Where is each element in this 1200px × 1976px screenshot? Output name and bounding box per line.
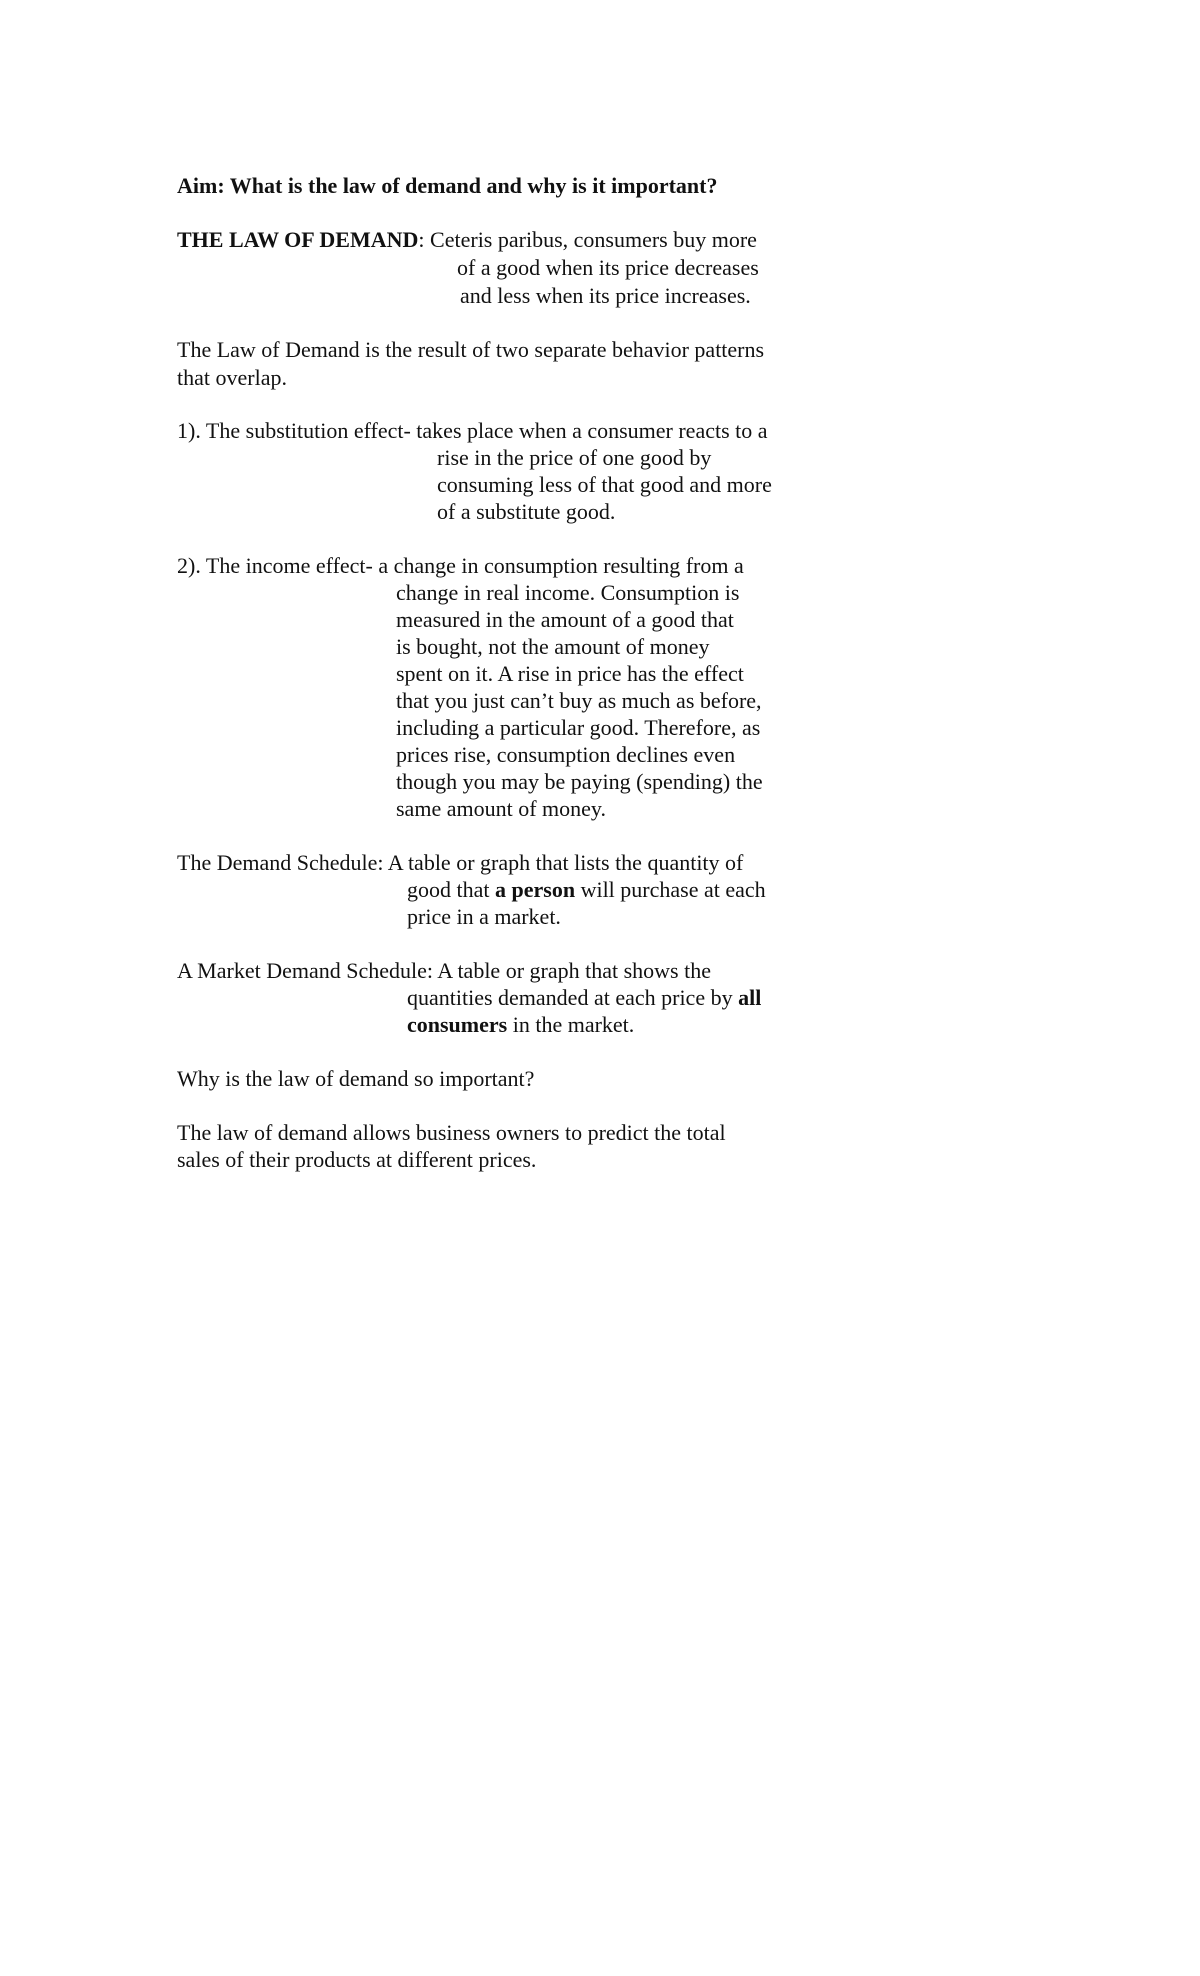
- law-of-demand-colon: :: [418, 227, 425, 252]
- market-schedule-emphasis-consumers: consumers: [407, 1012, 508, 1037]
- income-line-1: 2). The income effect- a change in consumption resulting from a: [177, 553, 744, 578]
- income-line-5: spent on it. A rise in price has the effect: [396, 661, 744, 686]
- law-of-demand-line-2: of a good when its price decreases: [457, 255, 759, 280]
- income-line-3: measured in the amount of a good that: [396, 607, 734, 632]
- importance-question: Why is the law of demand so important?: [177, 1066, 535, 1091]
- market-schedule-text-a: quantities demanded at each price by: [407, 985, 739, 1010]
- demand-schedule-text-b: will purchase at each: [575, 877, 766, 902]
- market-schedule-line-2: [407, 984, 761, 1011]
- market-schedule-text-b: in the market.: [507, 1012, 635, 1037]
- substitution-line-2: rise in the price of one good by: [437, 445, 712, 470]
- law-of-demand-line-3: and less when its price increases.: [460, 283, 751, 308]
- demand-schedule-text-a: good that: [407, 877, 495, 902]
- law-of-demand-line-1: [177, 226, 757, 253]
- law-of-demand-term: THE LAW OF DEMAND: [177, 227, 419, 252]
- income-line-10: same amount of money.: [396, 796, 606, 821]
- importance-answer-line-2: sales of their products at different prices.: [177, 1147, 537, 1172]
- demand-schedule-line-3: price in a market.: [407, 904, 561, 929]
- substitution-line-4: of a substitute good.: [437, 499, 616, 524]
- importance-answer-line-1: The law of demand allows business owners to predict the total: [177, 1120, 726, 1145]
- demand-schedule-line-1: The Demand Schedule: A table or graph that lists the quantity of: [177, 850, 744, 875]
- income-line-4: is bought, not the amount of money: [396, 634, 710, 659]
- substitution-line-1: 1). The substitution effect- takes place when a consumer reacts to a: [177, 418, 768, 443]
- market-schedule-emphasis-all: all: [738, 985, 762, 1010]
- demand-schedule-emphasis: a person: [495, 877, 576, 902]
- market-schedule-line-1: A Market Demand Schedule: A table or graph that shows the: [177, 958, 711, 983]
- intro-line-2: that overlap.: [177, 365, 287, 390]
- income-line-7: including a particular good. Therefore, as: [396, 715, 761, 740]
- income-line-6: that you just can’t buy as much as before,: [396, 688, 762, 713]
- demand-schedule-line-2: [407, 876, 766, 903]
- income-line-2: change in real income. Consumption is: [396, 580, 740, 605]
- substitution-line-3: consuming less of that good and more: [437, 472, 772, 497]
- intro-line-1: The Law of Demand is the result of two separate behavior patterns: [177, 337, 765, 362]
- income-line-9: though you may be paying (spending) the: [396, 769, 763, 794]
- market-schedule-line-3: [407, 1011, 634, 1038]
- law-of-demand-text-1: Ceteris paribus, consumers buy more: [424, 227, 757, 252]
- aim-heading: Aim: What is the law of demand and why is it important?: [177, 173, 718, 198]
- income-line-8: prices rise, consumption declines even: [396, 742, 736, 767]
